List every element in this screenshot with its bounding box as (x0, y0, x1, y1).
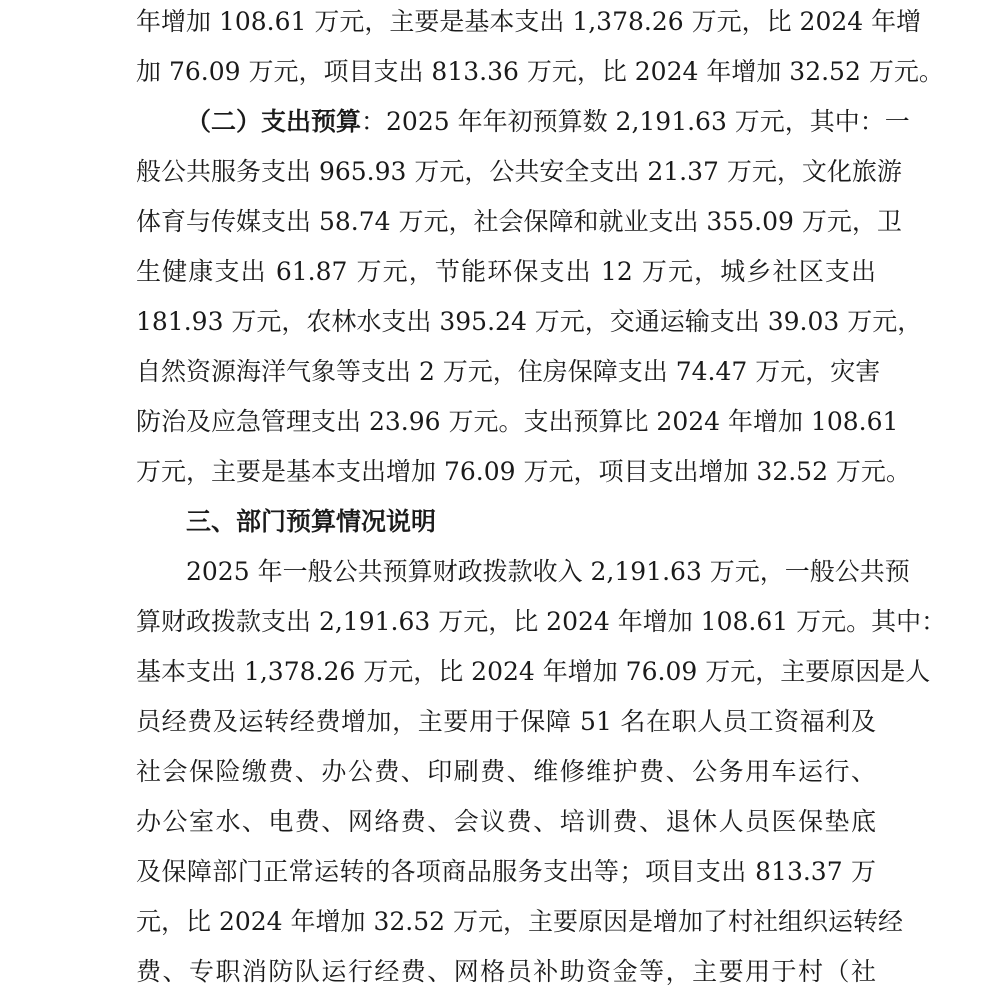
section-heading: 三、部门预算情况说明 (186, 507, 437, 536)
text-line: 加 76.09 万元，项目支出 813.36 万元，比 2024 年增加 32.52 万元。 (136, 57, 944, 86)
text-line: 费、专职消防队运行经费、网格员补助资金等，主要用于村（社 (136, 957, 876, 986)
text-line: 生健康支出 61.87 万元，节能环保支出 12 万元，城乡社区支出 (136, 257, 876, 286)
text-line: 办公室水、电费、网络费、会议费、培训费、退休人员医保垫底 (136, 807, 876, 836)
text-line-expense-budget (186, 102, 910, 142)
text-line: 年增加 108.61 万元，主要是基本支出 1,378.26 万元，比 2024 年增 (136, 7, 922, 36)
text-line: 员经费及运转经费增加，主要用于保障 51 名在职人员工资福利及 (136, 707, 876, 736)
text-line: 自然资源海洋气象等支出 2 万元，住房保障支出 74.47 万元，灾害 (136, 357, 881, 386)
text-line: 社会保险缴费、办公费、印刷费、维修维护费、公务用车运行、 (136, 757, 876, 786)
text-line: 及保障部门正常运转的各项商品服务支出等；项目支出 813.37 万 (136, 857, 876, 886)
text-line: 般公共服务支出 965.93 万元，公共安全支出 21.37 万元，文化旅游 (136, 157, 902, 186)
text-line: 元，比 2024 年增加 32.52 万元，主要原因是增加了村社组织运转经 (136, 907, 903, 936)
text-fragment: ：2025 年年初预算数 2,191.63 万元，其中：一 (361, 107, 910, 136)
text-line: 2025 年一般公共预算财政拨款收入 2,191.63 万元，一般公共预 (186, 557, 910, 586)
text-line: 防治及应急管理支出 23.96 万元。支出预算比 2024 年增加 108.61 (136, 407, 899, 436)
text-line: 体育与传媒支出 58.74 万元，社会保障和就业支出 355.09 万元，卫 (136, 207, 902, 236)
text-line: 万元，主要是基本支出增加 76.09 万元，项目支出增加 32.52 万元。 (136, 457, 911, 486)
text-line: 181.93 万元，农林水支出 395.24 万元，交通运输支出 39.03 万元， (136, 307, 923, 336)
text-line: 基本支出 1,378.26 万元，比 2024 年增加 76.09 万元，主要原因是人 (136, 657, 931, 686)
section-label-expense-budget: （二）支出预算 (186, 107, 362, 136)
text-line: 算财政拨款支出 2,191.63 万元，比 2024 年增加 108.61 万元。其中： (136, 607, 947, 636)
